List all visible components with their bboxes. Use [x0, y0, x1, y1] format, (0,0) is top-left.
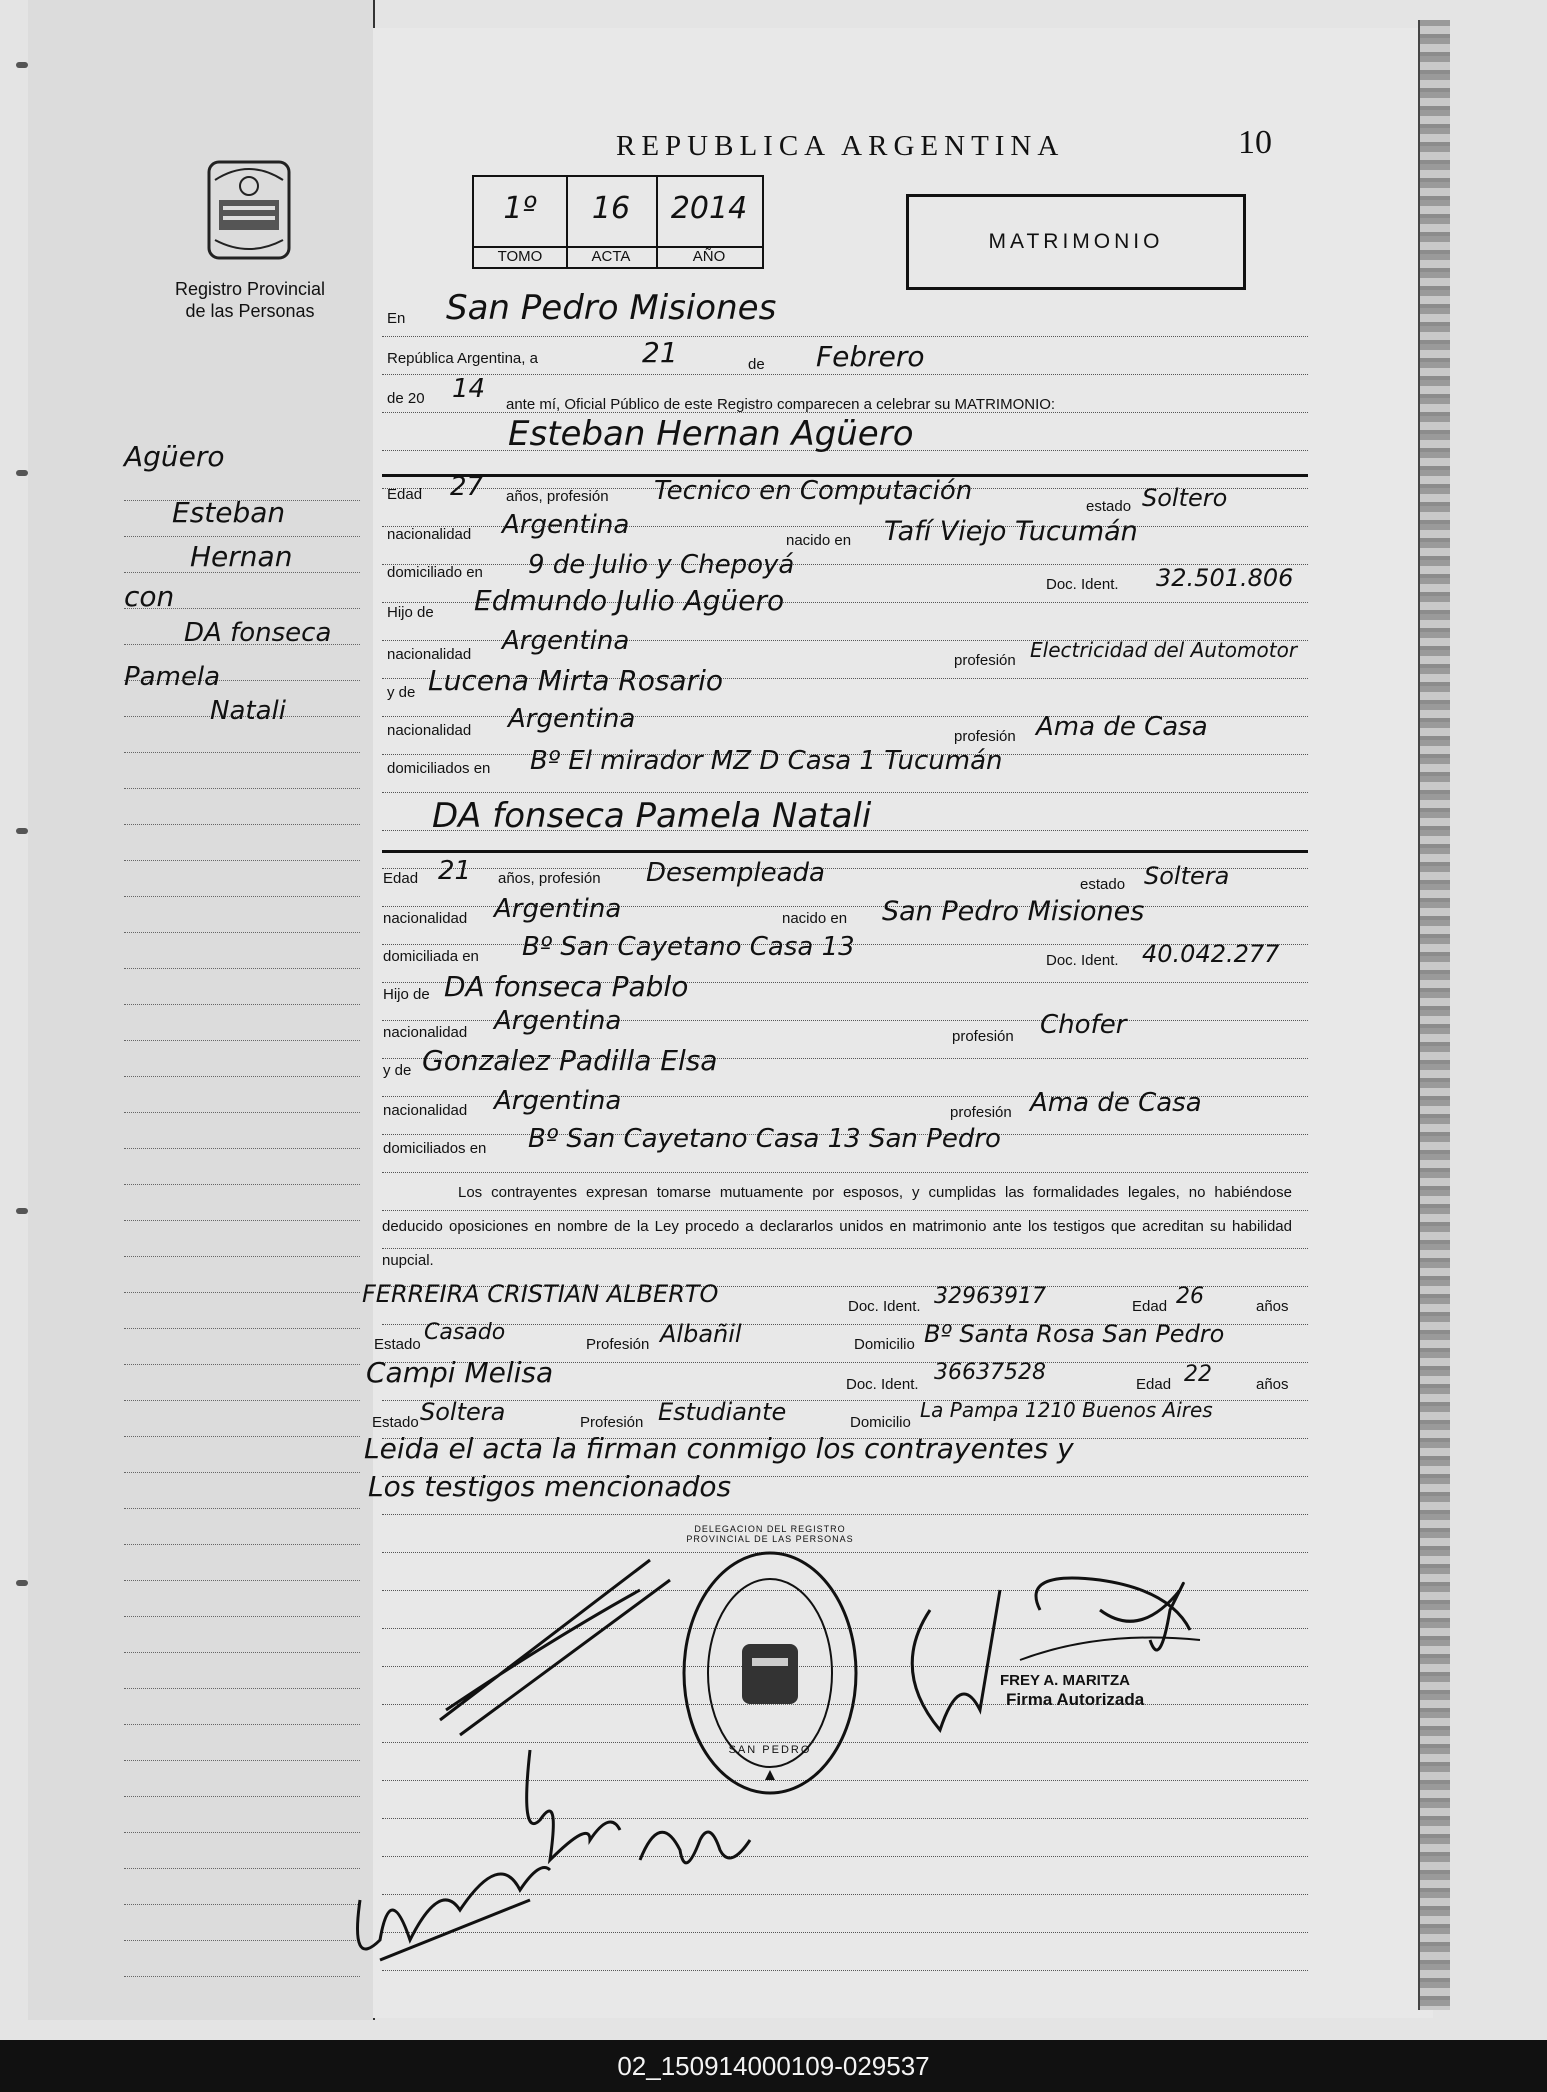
- groom-father-nationality: Argentina: [502, 626, 630, 656]
- label-doc-ident: Doc. Ident.: [1046, 952, 1119, 969]
- label-witness-profesion: Profesión: [580, 1414, 644, 1431]
- form-rule-line: [382, 374, 1308, 375]
- witness-1-address: Bº Santa Rosa San Pedro: [924, 1320, 1225, 1348]
- ledger-line: [124, 968, 360, 969]
- country-title: REPUBLICA ARGENTINA: [616, 130, 1065, 162]
- ledger-line: [124, 1616, 360, 1617]
- label-profesion: profesión: [954, 652, 1016, 669]
- ledger-line: [124, 1544, 360, 1545]
- label-witness-profesion: Profesión: [586, 1336, 650, 1353]
- groom-mother-profession: Ama de Casa: [1036, 712, 1208, 742]
- label-domiciliados: domiciliados en: [383, 1140, 487, 1157]
- label-witness-domicilio: Domicilio: [854, 1336, 915, 1353]
- witness-2-civil-status: Soltera: [420, 1398, 506, 1426]
- page-number: 10: [1238, 124, 1272, 161]
- label-nacionalidad: nacionalidad: [387, 526, 472, 543]
- closing-line: Los testigos mencionados: [368, 1470, 732, 1503]
- groom-document: 32.501.806: [1156, 564, 1294, 592]
- label-nacionalidad: nacionalidad: [383, 910, 468, 927]
- ledger-line: [124, 752, 360, 753]
- ledger-line: [124, 1472, 360, 1473]
- bride-document: 40.042.277: [1142, 940, 1280, 968]
- contrayentes-signatures: [350, 1520, 680, 1980]
- stamp-text: DELEGACION DEL REGISTRO PROVINCIAL DE LAS PERSONAS: [686, 1524, 854, 1544]
- anio-value: 2014: [670, 191, 748, 226]
- label-witness-estado: Estado: [374, 1336, 421, 1353]
- form-rule-line: [382, 1172, 1308, 1173]
- witness-1-doc: 32963917: [934, 1284, 1046, 1309]
- groom-civil-status: Soltero: [1142, 484, 1228, 512]
- binding-stitch: [16, 828, 28, 834]
- margin-note-line: Natali: [210, 696, 286, 726]
- label-witness-doc: Doc. Ident.: [846, 1376, 919, 1393]
- closing-line: Leida el acta la firman conmigo los contrayentes y: [364, 1432, 1074, 1465]
- label-profesion: profesión: [950, 1104, 1012, 1121]
- ledger-line: [124, 536, 360, 537]
- stamp-oval-icon: [680, 1548, 860, 1798]
- margin-note-line: Hernan: [190, 540, 293, 573]
- margin-note-line: Esteban: [172, 496, 286, 529]
- groom-father: Edmundo Julio Agüero: [474, 584, 785, 617]
- witness-1-profession: Albañil: [660, 1320, 742, 1348]
- bride-name: DA fonseca Pamela Natali: [432, 796, 872, 836]
- label-domiciliados: domiciliados en: [387, 760, 491, 777]
- label-en: En: [387, 310, 406, 327]
- label-domiciliada: domiciliada en: [383, 948, 479, 965]
- witness-2-profession: Estudiante: [658, 1398, 787, 1426]
- label-domiciliado: domiciliado en: [387, 564, 483, 581]
- bride-profession: Desempleada: [646, 858, 825, 888]
- ledger-line: [124, 1076, 360, 1077]
- groom-profession: Tecnico en Computación: [654, 476, 973, 506]
- registry-name: Registro Provincial de las Personas: [174, 279, 326, 321]
- section-divider: [382, 850, 1308, 853]
- bride-father-nationality: Argentina: [494, 1006, 622, 1036]
- tomo-acta-anio-box: [472, 175, 764, 269]
- record-month: Febrero: [816, 340, 925, 373]
- binding-stitch: [16, 1208, 28, 1214]
- ledger-line: [124, 1508, 360, 1509]
- groom-name: Esteban Hernan Agüero: [508, 414, 914, 454]
- ledger-line: [124, 896, 360, 897]
- ledger-line: [124, 1148, 360, 1149]
- bride-mother: Gonzalez Padilla Elsa: [422, 1044, 718, 1077]
- bride-parents-address: Bº San Cayetano Casa 13 San Pedro: [528, 1124, 1001, 1154]
- binding-stitch: [16, 470, 28, 476]
- bride-nationality: Argentina: [494, 894, 622, 924]
- bride-age: 21: [438, 856, 472, 886]
- witness-1-civil-status: Casado: [424, 1320, 506, 1345]
- acta-value: 16: [591, 191, 631, 226]
- label-hijo-de: Hijo de: [383, 986, 430, 1003]
- tomo-label: TOMO: [474, 246, 566, 265]
- form-rule-line: [382, 1514, 1308, 1515]
- groom-mother: Lucena Mirta Rosario: [428, 664, 724, 697]
- form-rule-line: [382, 792, 1308, 793]
- binding-stitch: [16, 1580, 28, 1586]
- ledger-line: [124, 1760, 360, 1761]
- label-republica: República Argentina, a: [387, 350, 538, 367]
- label-profesion: profesión: [952, 1028, 1014, 1045]
- groom-father-profession: Electricidad del Automotor: [1030, 638, 1298, 662]
- record-year: 14: [452, 374, 486, 404]
- ledger-line: [124, 824, 360, 825]
- bride-father-profession: Chofer: [1040, 1010, 1127, 1040]
- bride-mother-profession: Ama de Casa: [1030, 1088, 1202, 1118]
- label-edad: Edad: [383, 870, 419, 887]
- ledger-line: [124, 1112, 360, 1113]
- witness-2-age: 22: [1184, 1362, 1212, 1387]
- ledger-line: [124, 1652, 360, 1653]
- ledger-line: [124, 1688, 360, 1689]
- bride-birthplace: San Pedro Misiones: [882, 896, 1145, 927]
- scan-id-footer: 02_150914000109-029537: [0, 2040, 1547, 2092]
- witness-2-name: Campi Melisa: [366, 1356, 554, 1389]
- margin-note-line: con: [124, 580, 175, 613]
- record-day: 21: [642, 336, 678, 369]
- official-signature: [900, 1550, 1210, 1750]
- ledger-line: [124, 1940, 360, 1941]
- margin-note-line: Pamela: [124, 662, 221, 692]
- ledger-line: [124, 1004, 360, 1005]
- label-nacionalidad: nacionalidad: [387, 646, 472, 663]
- label-estado: estado: [1080, 876, 1126, 893]
- ledger-line: [124, 860, 360, 861]
- label-de20: de 20: [387, 390, 425, 407]
- label-profesion: profesión: [954, 728, 1016, 745]
- official-name: FREY A. MARITZA: [1000, 1672, 1130, 1689]
- official-title: Firma Autorizada: [1006, 1690, 1145, 1709]
- binding-stitch: [16, 62, 28, 68]
- label-doc-ident: Doc. Ident.: [1046, 576, 1119, 593]
- ledger-line: [124, 1040, 360, 1041]
- label-nacionalidad: nacionalidad: [383, 1024, 468, 1041]
- ledger-line: [124, 1256, 360, 1257]
- label-ante-mi: ante mí, Oficial Público de este Registro comparecen a celebrar su MATRIMONIO:: [506, 396, 1056, 413]
- label-hijo-de: Hijo de: [387, 604, 434, 621]
- label-nacionalidad: nacionalidad: [387, 722, 472, 739]
- margin-note-line: Agüero: [124, 440, 225, 473]
- groom-address: 9 de Julio y Chepoyá: [528, 550, 795, 580]
- ledger-line: [124, 788, 360, 789]
- declaration-text: Los contrayentes expresan tomarse mutuamente por esposos, y cumplidas las formalidades legales, no habiéndose deducido oposiciones en nombre de la Ley procedo a declararlos unidos en matrimonio ante los testigos que acreditan su habilidad nupcial.: [382, 1184, 1292, 1269]
- ledger-line: [124, 932, 360, 933]
- label-witness-doc: Doc. Ident.: [848, 1298, 921, 1315]
- label-witness-anios: años: [1256, 1376, 1289, 1393]
- bride-mother-nationality: Argentina: [494, 1086, 622, 1116]
- groom-birthplace: Tafí Viejo Tucumán: [884, 516, 1138, 547]
- tomo-value: 1º: [503, 191, 537, 226]
- ledger-line: [124, 1292, 360, 1293]
- groom-nationality: Argentina: [502, 510, 630, 540]
- ledger-line: [124, 1400, 360, 1401]
- label-witness-edad: Edad: [1136, 1376, 1172, 1393]
- page-edge: [1418, 20, 1450, 2010]
- ledger-line: [124, 1832, 360, 1833]
- registry-stamp: [680, 1524, 860, 1798]
- witness-1-name: FERREIRA CRISTIAN ALBERTO: [362, 1280, 719, 1308]
- anio-label: AÑO: [656, 246, 762, 265]
- record-type-box: MATRIMONIO: [906, 194, 1246, 290]
- witness-2-doc: 36637528: [934, 1360, 1046, 1385]
- label-y-de: y de: [383, 1062, 412, 1079]
- witness-1-age: 26: [1176, 1284, 1204, 1309]
- ledger-line: [124, 1904, 360, 1905]
- registry-seal-icon: [205, 158, 293, 262]
- ledger-line: [124, 1796, 360, 1797]
- form-rule-line: [382, 336, 1308, 337]
- record-place: San Pedro Misiones: [446, 288, 777, 328]
- label-de: de: [748, 356, 765, 373]
- label-edad: Edad: [387, 486, 423, 503]
- label-witness-estado: Estado: [372, 1414, 419, 1431]
- witness-signature: [630, 1800, 760, 1890]
- ledger-line: [124, 1184, 360, 1185]
- label-nacido-en: nacido en: [782, 910, 848, 927]
- ledger-line: [124, 1724, 360, 1725]
- label-witness-edad: Edad: [1132, 1298, 1168, 1315]
- label-anios-profesion: años, profesión: [498, 870, 601, 887]
- ledger-line: [124, 1220, 360, 1221]
- bride-father: DA fonseca Pablo: [444, 970, 689, 1003]
- label-y-de: y de: [387, 684, 416, 701]
- ledger-line: [124, 1868, 360, 1869]
- label-estado: estado: [1086, 498, 1132, 515]
- ledger-line: [124, 1580, 360, 1581]
- label-witness-domicilio: Domicilio: [850, 1414, 911, 1431]
- ledger-line: [124, 1976, 360, 1977]
- stamp-city: SAN PEDRO: [728, 1744, 812, 1756]
- groom-age: 27: [450, 472, 484, 502]
- groom-parents-address: Bº El mirador MZ D Casa 1 Tucumán: [530, 746, 1003, 776]
- ledger-line: [124, 1436, 360, 1437]
- ledger-line: [124, 1364, 360, 1365]
- margin-note-line: DA fonseca: [184, 618, 332, 648]
- witness-2-address: La Pampa 1210 Buenos Aires: [920, 1398, 1213, 1422]
- label-witness-anios: años: [1256, 1298, 1289, 1315]
- label-nacido-en: nacido en: [786, 532, 852, 549]
- label-nacionalidad: nacionalidad: [383, 1102, 468, 1119]
- ledger-line: [124, 1328, 360, 1329]
- acta-label: ACTA: [566, 246, 656, 265]
- bride-civil-status: Soltera: [1144, 862, 1230, 890]
- label-anios-profesion: años, profesión: [506, 488, 609, 505]
- groom-mother-nationality: Argentina: [508, 704, 636, 734]
- bride-address: Bº San Cayetano Casa 13: [522, 932, 855, 962]
